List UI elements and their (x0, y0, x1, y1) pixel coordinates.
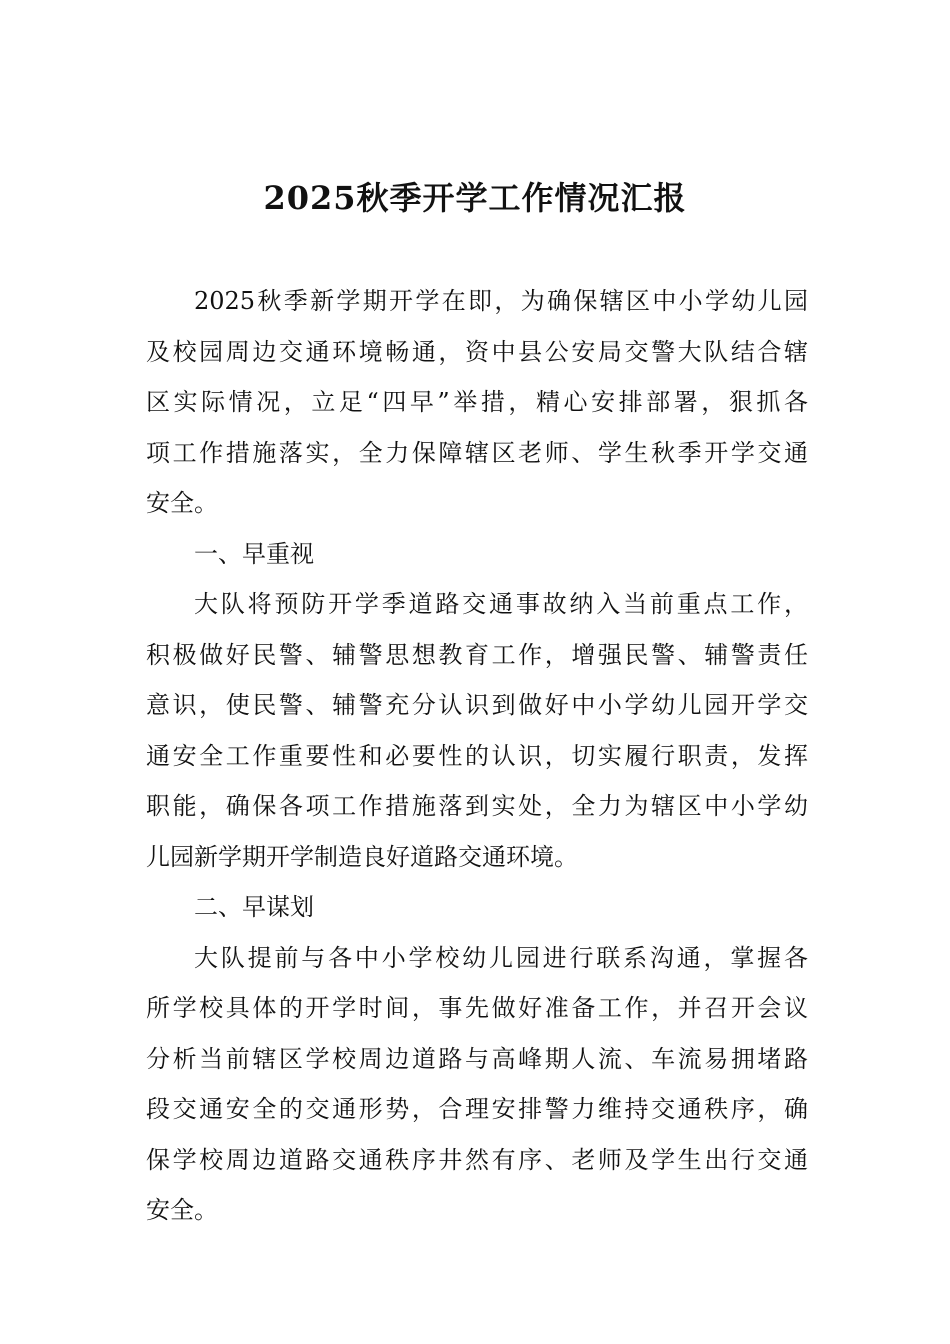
body-text-line: 通安全工作重要性和必要性的认识，切实履行职责，发挥 (146, 741, 808, 770)
body-text-line: 安全。 (146, 1196, 218, 1224)
document-body (146, 276, 808, 1236)
body-text-line: 分析当前辖区学校周边道路与高峰期人流、车流易拥堵路 (146, 1044, 808, 1073)
body-text-line: 所学校具体的开学时间，事先做好准备工作，并召开会议 (146, 994, 808, 1022)
body-text-line: 保学校周边道路交通秩序井然有序、老师及学生出行交通 (146, 1145, 808, 1174)
body-text-line: 意识，使民警、辅警充分认识到做好中小学幼儿园开学交 (146, 691, 808, 719)
body-text-line: 大队将预防开学季道路交通事故纳入当前重点工作， (194, 590, 808, 618)
body-text-line: 大队提前与各中小学校幼儿园进行联系沟通，掌握各 (194, 943, 808, 972)
body-text-line: 积极做好民警、辅警思想教育工作，增强民警、辅警责任 (146, 640, 808, 669)
body-text-line: 安全。 (146, 489, 218, 517)
body-text-line: 段交通安全的交通形势，合理安排警力维持交通秩序，确 (146, 1095, 808, 1123)
body-text-line: 职能，确保各项工作措施落到实处，全力为辖区中小学幼 (146, 792, 808, 820)
body-text-line: 一、早重视 (194, 539, 314, 568)
document-title: 2025秋季开学工作情况汇报 (263, 179, 687, 217)
body-text-line: 项工作措施落实，全力保障辖区老师、学生秋季开学交通 (146, 438, 808, 467)
body-text-line: 儿园新学期开学制造良好道路交通环境。 (146, 842, 578, 871)
body-text-line: 2025秋季新学期开学在即，为确保辖区中小学幼儿园 (194, 287, 808, 315)
body-text-line: 二、早谋划 (194, 893, 314, 921)
body-text-line: 及校园周边交通环境畅通，资中县公安局交警大队结合辖 (146, 337, 808, 366)
body-text-line: 区实际情况，立足“四早”举措，精心安排部署，狠抓各 (146, 388, 808, 416)
